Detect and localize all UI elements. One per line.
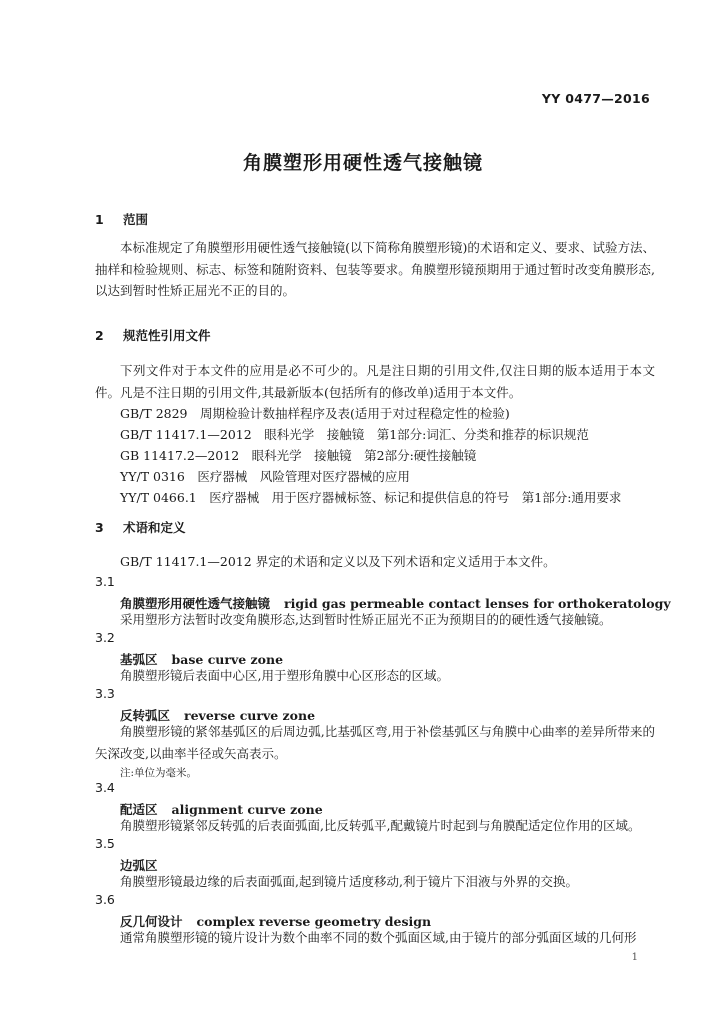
term-definition: 角膜塑形镜后表面中心区,用于塑形角膜中心区形态的区域。 — [120, 668, 449, 683]
term-number: 3.3 — [95, 686, 115, 701]
reference-item: GB/T 2829 周期检验计数抽样程序及表(适用于对过程稳定性的检验) — [120, 406, 510, 421]
reference-item: YY/T 0466.1 医疗器械 用于医疗器械标签、标记和提供信息的符号 第1部分:通用要求 — [120, 490, 622, 505]
term-note: 注:单位为毫米。 — [120, 767, 198, 779]
section-title: 范围 — [123, 212, 149, 227]
term-number: 3.5 — [95, 836, 115, 851]
term-cn: 角膜塑形用硬性透气接触镜 — [120, 596, 271, 611]
term-en: base curve zone — [171, 652, 284, 667]
term-en: complex reverse geometry design — [196, 914, 432, 929]
term-en: alignment curve zone — [171, 802, 323, 817]
reference-item: YY/T 0316 医疗器械 风险管理对医疗器械的应用 — [120, 469, 410, 484]
section-number: 3 — [95, 520, 104, 535]
section-number: 1 — [95, 212, 104, 227]
section-title: 规范性引用文件 — [123, 328, 211, 343]
term-cn: 配适区 — [120, 802, 158, 817]
references-intro: 下列文件对于本文件的应用是必不可少的。凡是注日期的引用文件,仅注日期的版本适用于本文件。凡是不注日期的引用文件,其最新版本(包括所有的修改单)适用于本文件。 — [95, 363, 655, 400]
term-definition: 通常角膜塑形镜的镜片设计为数个曲率不同的数个弧面区域,由于镜片的部分弧面区域的几何形 — [120, 930, 637, 945]
term-cn: 反转弧区 — [120, 708, 171, 723]
term-number: 3.4 — [95, 780, 115, 795]
reference-item: GB 11417.2—2012 眼科光学 接触镜 第2部分:硬性接触镜 — [120, 448, 477, 463]
reference-item: GB/T 11417.1—2012 眼科光学 接触镜 第1部分:词汇、分类和推荐的标识规范 — [120, 427, 589, 442]
section-number: 2 — [95, 328, 104, 343]
term-number: 3.1 — [95, 574, 115, 589]
standard-code: YY 0477—2016 — [541, 91, 650, 106]
section-heading-terms — [95, 518, 186, 536]
term-definition: 角膜塑形镜的紧邻基弧区的后周边弧,比基弧区弯,用于补偿基弧区与角膜中心曲率的差异所带来的矢深改变,以曲率半径或矢高表示。 — [95, 724, 655, 761]
scope-paragraph: 本标准规定了角膜塑形用硬性透气接触镜(以下简称角膜塑形镜)的术语和定义、要求、试验方法、抽样和检验规则、标志、标签和随附资料、包装等要求。角膜塑形镜预期用于通过暂时改变角膜形态,以达到暂时性矫正屈光不正的目的。 — [95, 240, 655, 298]
term-en: reverse curve zone — [184, 708, 316, 723]
term-definition: 采用塑形方法暂时改变角膜形态,达到暂时性矫正屈光不正为预期目的的硬性透气接触镜。 — [120, 612, 612, 627]
term-number: 3.2 — [95, 630, 115, 645]
page-number: 1 — [631, 952, 638, 963]
document-title: 角膜塑形用硬性透气接触镜 — [242, 152, 483, 174]
section-heading-references — [95, 326, 211, 344]
terms-intro: GB/T 11417.1—2012 界定的术语和定义以及下列术语和定义适用于本文件。 — [120, 554, 556, 569]
term-cn: 基弧区 — [120, 652, 158, 667]
term-en: rigid gas permeable contact lenses for orthokeratology — [284, 596, 671, 611]
section-heading-scope — [95, 210, 148, 228]
term-definition: 角膜塑形镜紧邻反转弧的后表面弧面,比反转弧平,配戴镜片时起到与角膜配适定位作用的区域。 — [120, 818, 641, 833]
term-cn: 反几何设计 — [120, 914, 183, 929]
section-title: 术语和定义 — [123, 520, 186, 535]
term-cn: 边弧区 — [120, 858, 158, 873]
term-definition: 角膜塑形镜最边缘的后表面弧面,起到镜片适度移动,利于镜片下泪液与外界的交换。 — [120, 874, 578, 889]
term-number: 3.6 — [95, 892, 115, 907]
